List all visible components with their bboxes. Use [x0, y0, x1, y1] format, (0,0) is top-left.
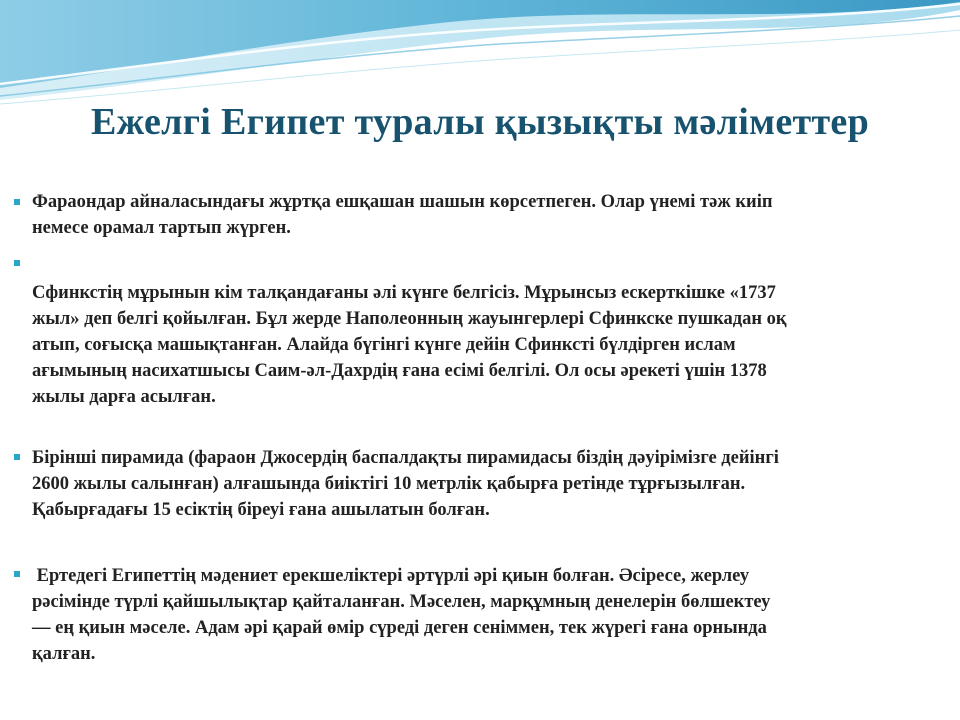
text-line: Бірінші пирамида (фараон Джосердің баспалдақты пирамидасы біздің дәуірімізге дейінгі	[32, 448, 779, 468]
text-line: рәсімінде түрлі қайшылықтар қайталанған. Мәселен, марқұмның денелерін бөлшектеу	[32, 592, 771, 612]
slide-title: Ежелгі Египет туралы қызықты мәліметтер	[90, 101, 870, 143]
text-line: Сфинкстің мұрынын кім талқандағаны әлі күнге белгісіз. Мұрынсыз ескерткішке «1737	[32, 283, 776, 303]
text-line: жылы дарға асылған.	[32, 387, 216, 407]
text-line: Фараондар айналасындағы жұртқа ешқашан шашын көрсетпеген. Олар үнемі тәж киіп	[32, 192, 773, 212]
text-line: 2600 жылы салынған) алғашында биіктігі 10 метрлік қабырға ретінде тұрғызылған.	[32, 474, 746, 494]
text-line: қалған.	[32, 644, 96, 664]
text-line: — ең қиын мәселе. Адам әрі қарай өмір сүреді деген сеніммен, тек жүрегі ғана орнында	[32, 618, 767, 638]
text-line: жыл» деп белгі қойылған. Бұл жерде Наполеонның жауынгерлері Сфинкске пушкадан оқ	[32, 309, 787, 329]
bullet-text	[32, 189, 952, 241]
text-line: ағымының насихатшысы Саим-әл-Дахрдің ғана есімі белгілі. Ол осы әрекеті үшін 1378	[32, 361, 767, 381]
square-bullet-icon	[14, 454, 20, 460]
text-line: немесе орамал тартып жүрген.	[32, 218, 291, 238]
text-line: атып, соғысқа машықтанған. Алайда бүгінгі күнге дейін Сфинксті бүлдірген ислам	[32, 335, 736, 355]
bullet-text	[32, 280, 952, 410]
square-bullet-icon	[14, 571, 20, 577]
square-bullet-icon	[14, 260, 20, 266]
bullet-text	[32, 445, 952, 523]
bullet-text	[32, 563, 952, 667]
text-line: Ертедегі Египеттің мәдениет ерекшеліктері әртүрлі әрі қиын болған. Әсіресе, жерлеу	[32, 566, 750, 586]
text-line: Қабырғадағы 15 есіктің біреуі ғана ашылатын болған.	[32, 500, 490, 520]
square-bullet-icon	[14, 199, 20, 205]
